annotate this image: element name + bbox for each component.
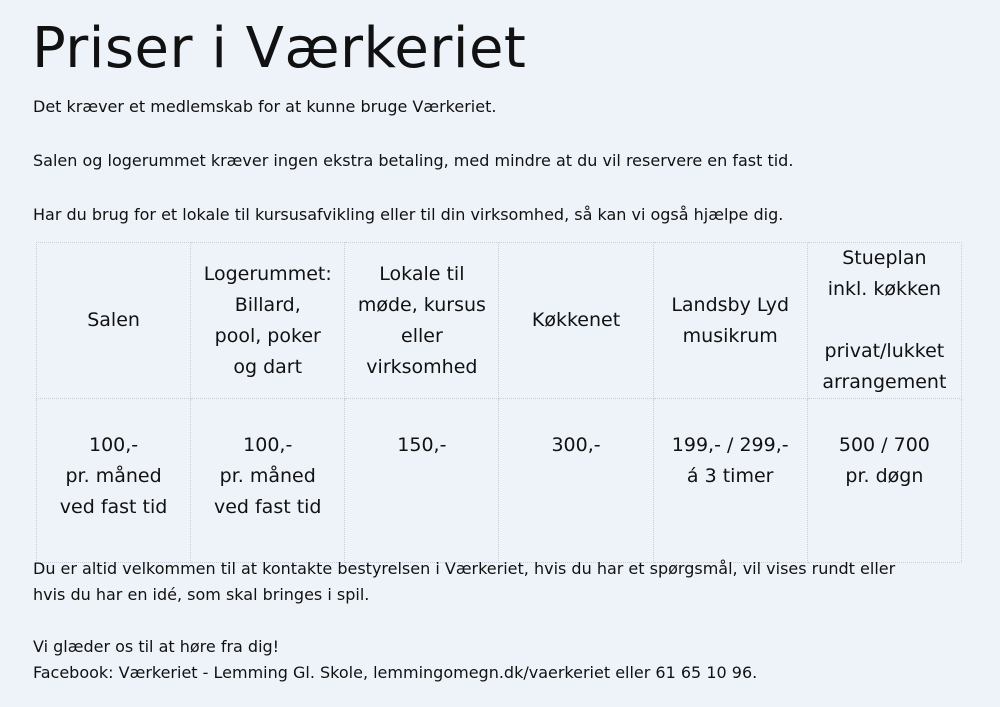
price-table	[36, 242, 962, 563]
header-line: Stueplan	[842, 247, 927, 269]
intro-business-text: Har du brug for et lokale til kursusafvikling eller til din virksomhed, så kan vi også hjælpe dig.	[33, 205, 784, 224]
price-table-row	[37, 399, 962, 563]
price-line: 199,- / 299,-	[671, 434, 789, 456]
price-line: 300,-	[551, 434, 601, 456]
header-line: Lokale til	[379, 262, 465, 285]
price-line: ved fast tid	[59, 496, 168, 518]
price-line: pr. døgn	[845, 465, 924, 487]
header-line: privat/lukket	[824, 340, 945, 362]
price-table-header-row	[37, 243, 962, 399]
header-kokkenet	[499, 243, 653, 399]
header-spacer	[812, 305, 957, 336]
price-landsby-lyd	[653, 399, 807, 563]
header-line: inkl. køkken	[827, 278, 942, 300]
header-landsby-lyd	[653, 243, 807, 399]
header-line: Billard,	[234, 293, 301, 316]
price-line: 500 / 700	[838, 434, 930, 456]
header-stueplan	[807, 243, 961, 399]
header-logerummet	[191, 243, 345, 399]
price-line: 100,-	[243, 434, 293, 456]
header-line: Landsby Lyd	[671, 293, 790, 316]
contact-text-line: Du er altid velkommen til at kontakte bestyrelsen i Værkeriet, hvis du har et spørgsmål, vil vises rundt eller	[33, 559, 896, 578]
intro-free-rooms-text: Salen og logerummet kræver ingen ekstra betaling, med mindre at du vil reservere en fast tid.	[33, 151, 794, 170]
header-line: Logerummet:	[203, 262, 332, 285]
header-line: Køkkenet	[531, 309, 621, 331]
header-line: Salen	[87, 309, 140, 331]
price-kokkenet	[499, 399, 653, 563]
page-title: Priser i Værkeriet	[32, 16, 527, 81]
price-salen	[37, 399, 191, 563]
price-stueplan	[807, 399, 961, 563]
header-line: arrangement	[822, 371, 947, 393]
contact-info-text: Facebook: Værkeriet - Lemming Gl. Skole, lemmingomegn.dk/vaerkeriet eller 61 65 10 96.	[33, 663, 758, 682]
header-line: eller	[401, 324, 443, 347]
price-line: ved fast tid	[213, 496, 322, 518]
price-line: á 3 timer	[686, 465, 774, 487]
contact-text-line: hvis du har en idé, som skal bringes i spil.	[33, 585, 370, 604]
header-lokale	[345, 243, 499, 399]
price-logerummet	[191, 399, 345, 563]
header-line: møde, kursus	[357, 293, 486, 316]
header-line: og dart	[233, 355, 303, 378]
price-line: 100,-	[88, 434, 139, 456]
header-line: pool, poker	[214, 324, 321, 347]
price-line: pr. måned	[219, 465, 316, 487]
header-salen	[37, 243, 191, 399]
header-line: musikrum	[682, 324, 778, 347]
price-lokale	[345, 399, 499, 563]
price-line: 150,-	[397, 434, 447, 456]
closing-text: Vi glæder os til at høre fra dig!	[33, 637, 280, 656]
intro-membership-text: Det kræver et medlemskab for at kunne bruge Værkeriet.	[33, 97, 497, 116]
price-line: pr. måned	[65, 465, 162, 487]
header-line: virksomhed	[366, 355, 478, 378]
contact-section	[33, 556, 895, 686]
